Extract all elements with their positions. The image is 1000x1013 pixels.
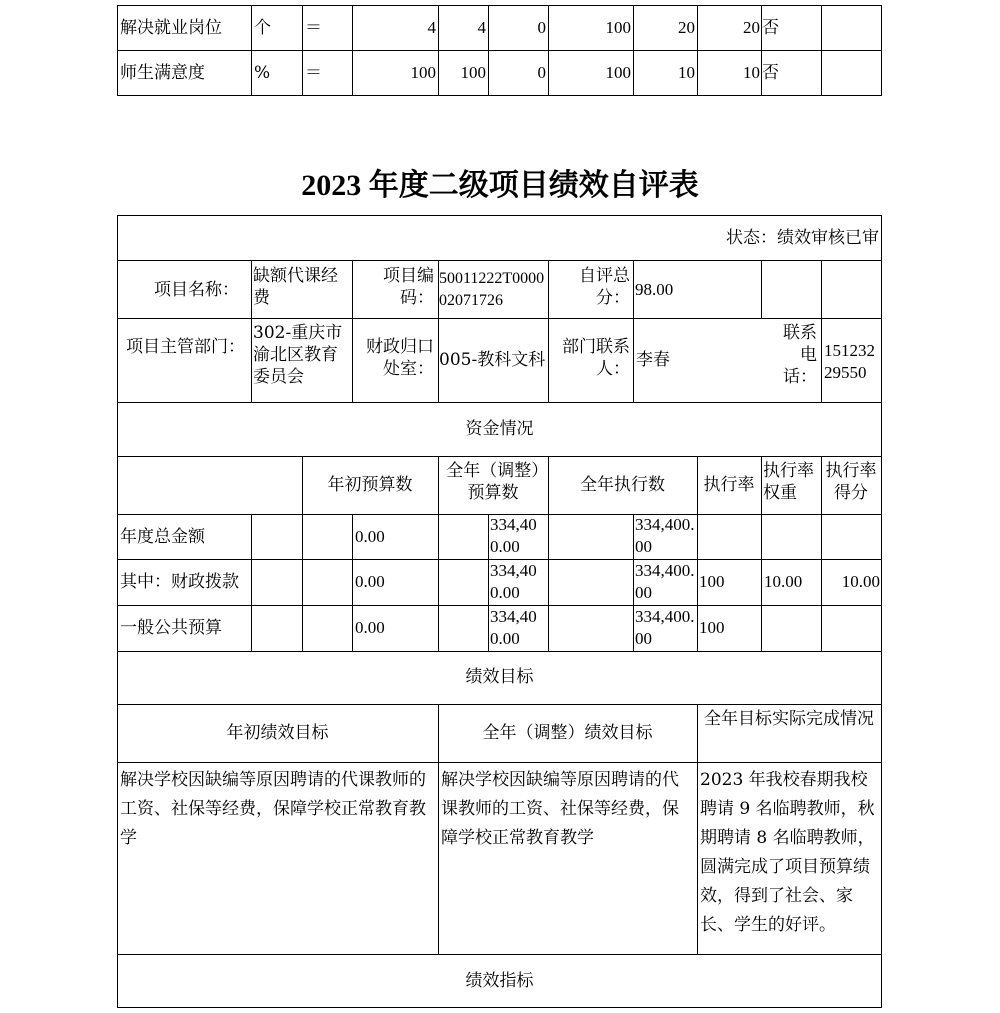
col-adjusted-goal: 全年（调整）绩效目标: [482, 723, 653, 743]
col-actual-completion: 全年目标实际完成情况: [704, 709, 874, 729]
col-rate-score: 执行率得分: [825, 461, 877, 503]
executed-value: 334,400.00: [635, 607, 695, 648]
cell-value: 100: [605, 63, 631, 82]
dept-label: 项目主管部门：: [126, 337, 245, 357]
indicator-unit: %: [254, 63, 271, 83]
indicator-operator: ＝: [305, 63, 322, 83]
rate-score-value: 10.00: [841, 572, 880, 591]
cell-value: 100: [605, 18, 631, 37]
cell-value: 100: [460, 63, 486, 82]
project-code-label: 项目编码：: [383, 266, 434, 308]
col-initial-goal: 年初绩效目标: [226, 723, 329, 743]
project-name-value: 缺额代课经费: [253, 266, 338, 308]
col-initial-budget: 年初预算数: [327, 475, 413, 495]
rate-weight-value: 10.00: [764, 572, 803, 591]
exec-rate-value: 100: [699, 618, 725, 637]
cell-flag: 否: [762, 63, 779, 83]
executed-value: 334,400.00: [635, 515, 695, 556]
phone-value: 15123229550: [824, 341, 875, 382]
cell-value: 10: [678, 63, 695, 82]
row-label: 其中：财政拨款: [120, 572, 239, 592]
cell-value: 20: [678, 18, 695, 37]
cell-value: 20: [743, 18, 760, 37]
dept-value: 302-重庆市渝北区教育委员会: [253, 323, 343, 387]
col-adjusted-budget: 全年（调整）预算数: [446, 461, 540, 503]
executed-value: 334,400.00: [635, 561, 695, 602]
contact-label: 部门联系人：: [562, 337, 630, 379]
exec-rate-value: 100: [699, 572, 725, 591]
col-rate-weight: 执行率权重: [763, 461, 814, 503]
finance-office-label: 财政归口处室：: [366, 337, 434, 379]
actual-completion-text: 2023 年我校春期我校聘请 9 名临聘教师，秋期聘请 8 名临聘教师，圆满完成了项目预算绩效，得到了社会、家长、学生的好评。: [700, 770, 875, 935]
cell-value: 0: [537, 63, 546, 82]
adjusted-budget-value: 334,400.00: [490, 515, 537, 556]
initial-budget-value: 0.00: [355, 527, 385, 546]
contact-value: 李春: [636, 350, 670, 370]
project-code-value: 50011222T000002071726: [439, 270, 545, 309]
cell-value: 4: [427, 18, 436, 37]
funds-section-title: 资金情况: [465, 419, 534, 439]
initial-goal-text: 解决学校因缺编等原因聘请的代课教师的工资、社保等经费，保障学校正常教育教学: [120, 770, 426, 848]
adjusted-budget-value: 334,400.00: [490, 607, 537, 648]
initial-budget-value: 0.00: [355, 618, 385, 637]
project-name-label: 项目名称：: [154, 280, 239, 300]
goals-section-title: 绩效目标: [465, 667, 534, 687]
cell-value: 4: [477, 18, 486, 37]
indicator-name: 解决就业岗位: [120, 18, 222, 38]
status-text: 状态：绩效审核已审: [726, 228, 879, 248]
self-score-label: 自评总分：: [579, 266, 630, 308]
page-title: 2023 年度二级项目绩效自评表: [301, 169, 699, 202]
row-label: 年度总金额: [120, 527, 205, 547]
row-label: 一般公共预算: [120, 618, 222, 638]
adjusted-budget-value: 334,400.00: [490, 561, 537, 602]
phone-label: 联系电话：: [783, 323, 817, 387]
indicator-operator: ＝: [305, 18, 322, 38]
indicators-section-title: 绩效指标: [465, 971, 534, 991]
finance-office-value: 005-教科文科: [439, 350, 546, 370]
initial-budget-value: 0.00: [355, 572, 385, 591]
cell-value: 0: [537, 18, 546, 37]
indicator-unit: 个: [254, 18, 271, 38]
cell-value: 10: [743, 63, 760, 82]
adjusted-goal-text: 解决学校因缺编等原因聘请的代课教师的工资、社保等经费，保障学校正常教育教学: [441, 770, 679, 848]
cell-flag: 否: [762, 18, 779, 38]
cell-value: 100: [410, 63, 436, 82]
indicator-name: 师生满意度: [120, 63, 205, 83]
self-score-value: 98.00: [635, 280, 674, 299]
col-executed: 全年执行数: [580, 475, 665, 495]
col-exec-rate: 执行率: [703, 475, 755, 495]
